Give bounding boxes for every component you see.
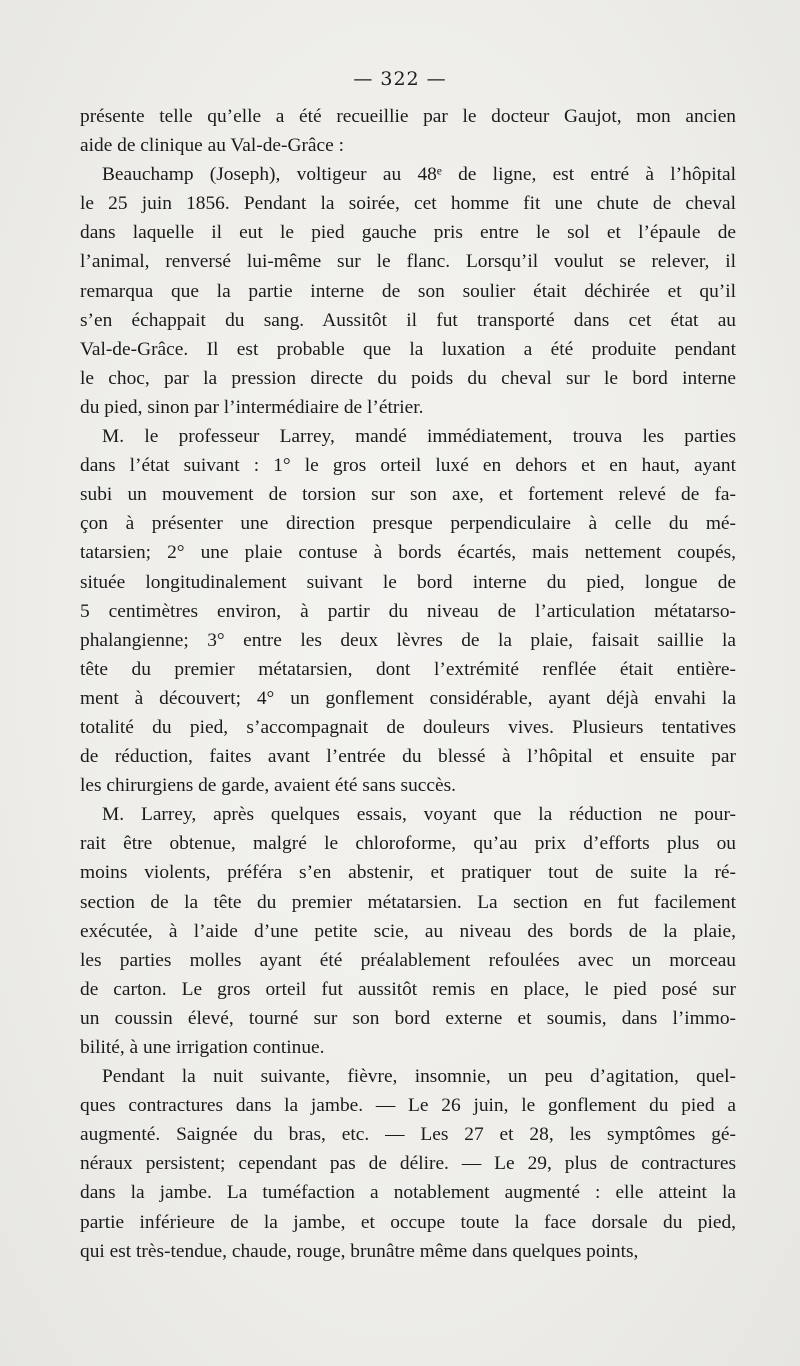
paragraph: [80, 1062, 736, 1266]
text-line: remarqua que la partie interne de son soulier était déchirée et qu’il: [80, 280, 736, 302]
text-line: section de la tête du premier métatarsien. La section en fut facilement: [80, 891, 736, 913]
text-line: çon à présenter une direction presque perpendiculaire à celle du mé-: [80, 513, 736, 535]
text-line: subi un mouvement de torsion sur son axe, et fortement relevé de fa-: [80, 484, 736, 506]
text-line: de réduction, faites avant l’entrée du blessé à l’hôpital et ensuite par: [80, 746, 736, 768]
text-line: les chirurgiens de garde, avaient été sans succès.: [80, 775, 456, 797]
text-line: M. le professeur Larrey, mandé immédiatement, trouva les parties: [102, 426, 736, 448]
text-line: Pendant la nuit suivante, fièvre, insomnie, un peu d’agitation, quel-: [102, 1066, 736, 1088]
text-line: bilité, à une irrigation continue.: [80, 1037, 325, 1058]
text-line: présente telle qu’elle a été recueillie par le docteur Gaujot, mon ancien: [80, 106, 736, 127]
text-line: aide de clinique au Val-de-Grâce :: [80, 135, 344, 157]
text-line: un coussin élevé, tourné sur son bord externe et soumis, dans l’immo-: [80, 1007, 736, 1029]
text-line: moins violents, préféra s’en abstenir, et pratiquer tout de suite la ré-: [80, 862, 736, 884]
text-line: les parties molles ayant été préalablement refoulées avec un morceau: [80, 949, 736, 971]
text-line: tête du premier métatarsien, dont l’extrémité renflée était entière-: [80, 658, 736, 680]
text-line: tatarsien; 2° une plaie contuse à bords écartés, mais nettement coupés,: [80, 542, 736, 564]
text-line: ques contractures dans la jambe. — Le 26 juin, le gonflement du pied a: [80, 1095, 736, 1117]
text-line: Val-de-Grâce. Il est probable que la luxation a été produite pendant: [80, 338, 736, 360]
text-line: néraux persistent; cependant pas de délire. — Le 29, plus de contractures: [80, 1153, 736, 1175]
text-line: dans laquelle il eut le pied gauche pris entre le sol et l’épaule de: [80, 222, 736, 244]
text-line: dans la jambe. La tuméfaction a notablement augmenté : elle atteint la: [80, 1182, 736, 1204]
text-line: rait être obtenue, malgré le chloroforme, qu’au prix d’efforts plus ou: [80, 833, 736, 855]
text-line: le choc, par la pression directe du poids du cheval sur le bord interne: [80, 367, 736, 389]
text-line: dans l’état suivant : 1° le gros orteil luxé en dehors et en haut, ayant: [80, 455, 736, 477]
text-line: partie inférieure de la jambe, et occupe toute la face dorsale du pied,: [80, 1211, 736, 1233]
text-line: exécutée, à l’aide d’une petite scie, au niveau des bords de la plaie,: [80, 920, 736, 942]
text-line: s’en échappait du sang. Aussitôt il fut transporté dans cet état au: [80, 309, 736, 331]
text-line: située longitudinalement suivant le bord interne du pied, longue de: [80, 571, 736, 593]
text-line: Beauchamp (Joseph), voltigeur au 48ᵉ de ligne, est entré à l’hôpital: [102, 164, 736, 186]
body-text: [80, 102, 736, 1266]
text-line: le 25 juin 1856. Pendant la soirée, cet homme fit une chute de cheval: [80, 193, 736, 215]
text-line: qui est très-tendue, chaude, rouge, brunâtre même dans quelques points,: [80, 1240, 639, 1262]
paragraph: [80, 160, 736, 422]
page-number: — 322 —: [353, 68, 447, 90]
text-line: totalité du pied, s’accompagnait de douleurs vives. Plusieurs tentatives: [80, 716, 736, 738]
text-line: augmenté. Saignée du bras, etc. — Les 27 et 28, les symptômes gé-: [80, 1124, 736, 1146]
paragraph: [80, 800, 736, 1062]
text-line: ment à découvert; 4° un gonflement considérable, ayant déjà envahi la: [80, 687, 736, 709]
text-line: de carton. Le gros orteil fut aussitôt remis en place, le pied posé sur: [80, 978, 736, 1000]
paragraph: [80, 102, 736, 160]
text-line: phalangienne; 3° entre les deux lèvres de la plaie, faisait saillie la: [80, 629, 736, 651]
text-line: l’animal, renversé lui-même sur le flanc. Lorsqu’il voulut se relever, il: [80, 251, 736, 273]
text-line: du pied, sinon par l’intermédiaire de l’étrier.: [80, 396, 424, 418]
text-line: 5 centimètres environ, à partir du niveau de l’articulation métatarso-: [80, 600, 736, 622]
paragraph: [80, 422, 736, 800]
text-line: M. Larrey, après quelques essais, voyant que la réduction ne pour-: [102, 804, 736, 826]
